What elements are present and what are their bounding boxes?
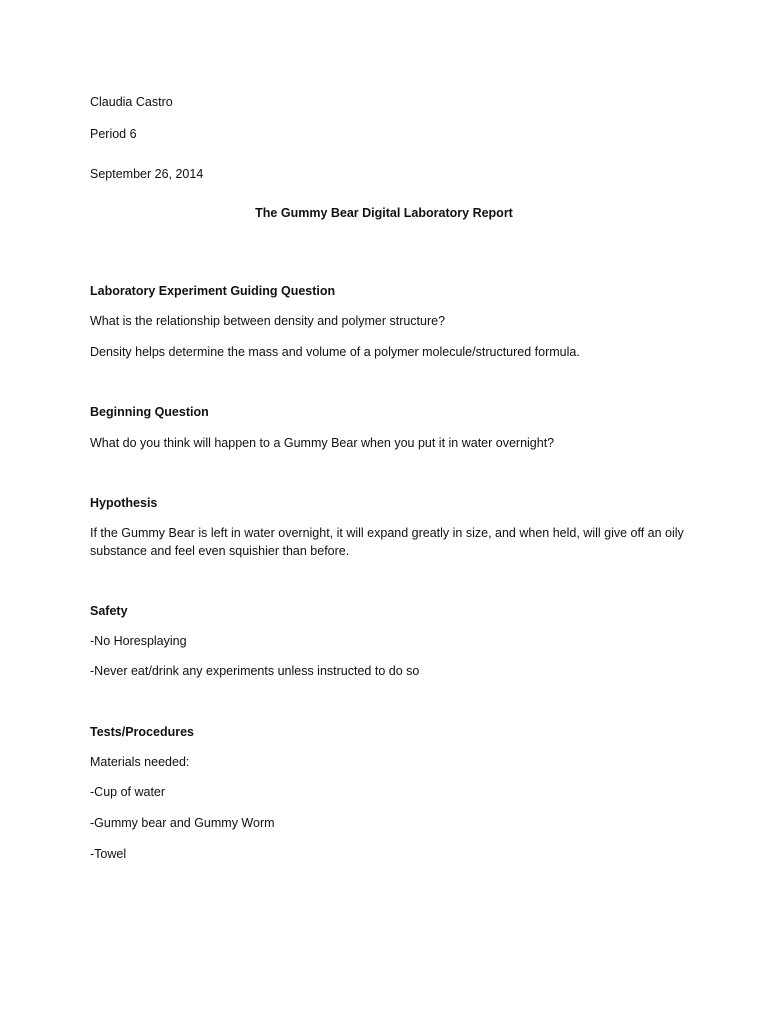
guiding-question-text: What is the relationship between density and polymer structure? [90, 314, 446, 328]
safety-heading: Safety [90, 604, 128, 618]
guiding-question-answer: Density helps determine the mass and volume of a polymer molecule/structured formula. [90, 345, 580, 359]
hypothesis-text: If the Gummy Bear is left in water overnight, it will expand greatly in size, and when held, will give off an oily substance and feel even squishier than before. [90, 526, 684, 558]
beginning-question-heading: Beginning Question [90, 405, 209, 419]
report-date: September 26, 2014 [90, 167, 204, 181]
beginning-question-text: What do you think will happen to a Gummy Bear when you put it in water overnight? [90, 436, 555, 450]
report-title: The Gummy Bear Digital Laboratory Report [255, 206, 513, 220]
safety-item: -Never eat/drink any experiments unless instructed to do so [90, 664, 420, 678]
safety-item: -No Horesplaying [90, 634, 187, 648]
material-item: -Cup of water [90, 785, 166, 799]
material-item: -Gummy bear and Gummy Worm [90, 816, 275, 830]
student-name: Claudia Castro [90, 95, 173, 109]
hypothesis-heading: Hypothesis [90, 496, 158, 510]
guiding-question-heading: Laboratory Experiment Guiding Question [90, 284, 336, 298]
materials-label: Materials needed: [90, 755, 190, 769]
material-item: -Towel [90, 847, 127, 861]
class-period: Period 6 [90, 127, 137, 141]
tests-heading: Tests/Procedures [90, 725, 194, 739]
